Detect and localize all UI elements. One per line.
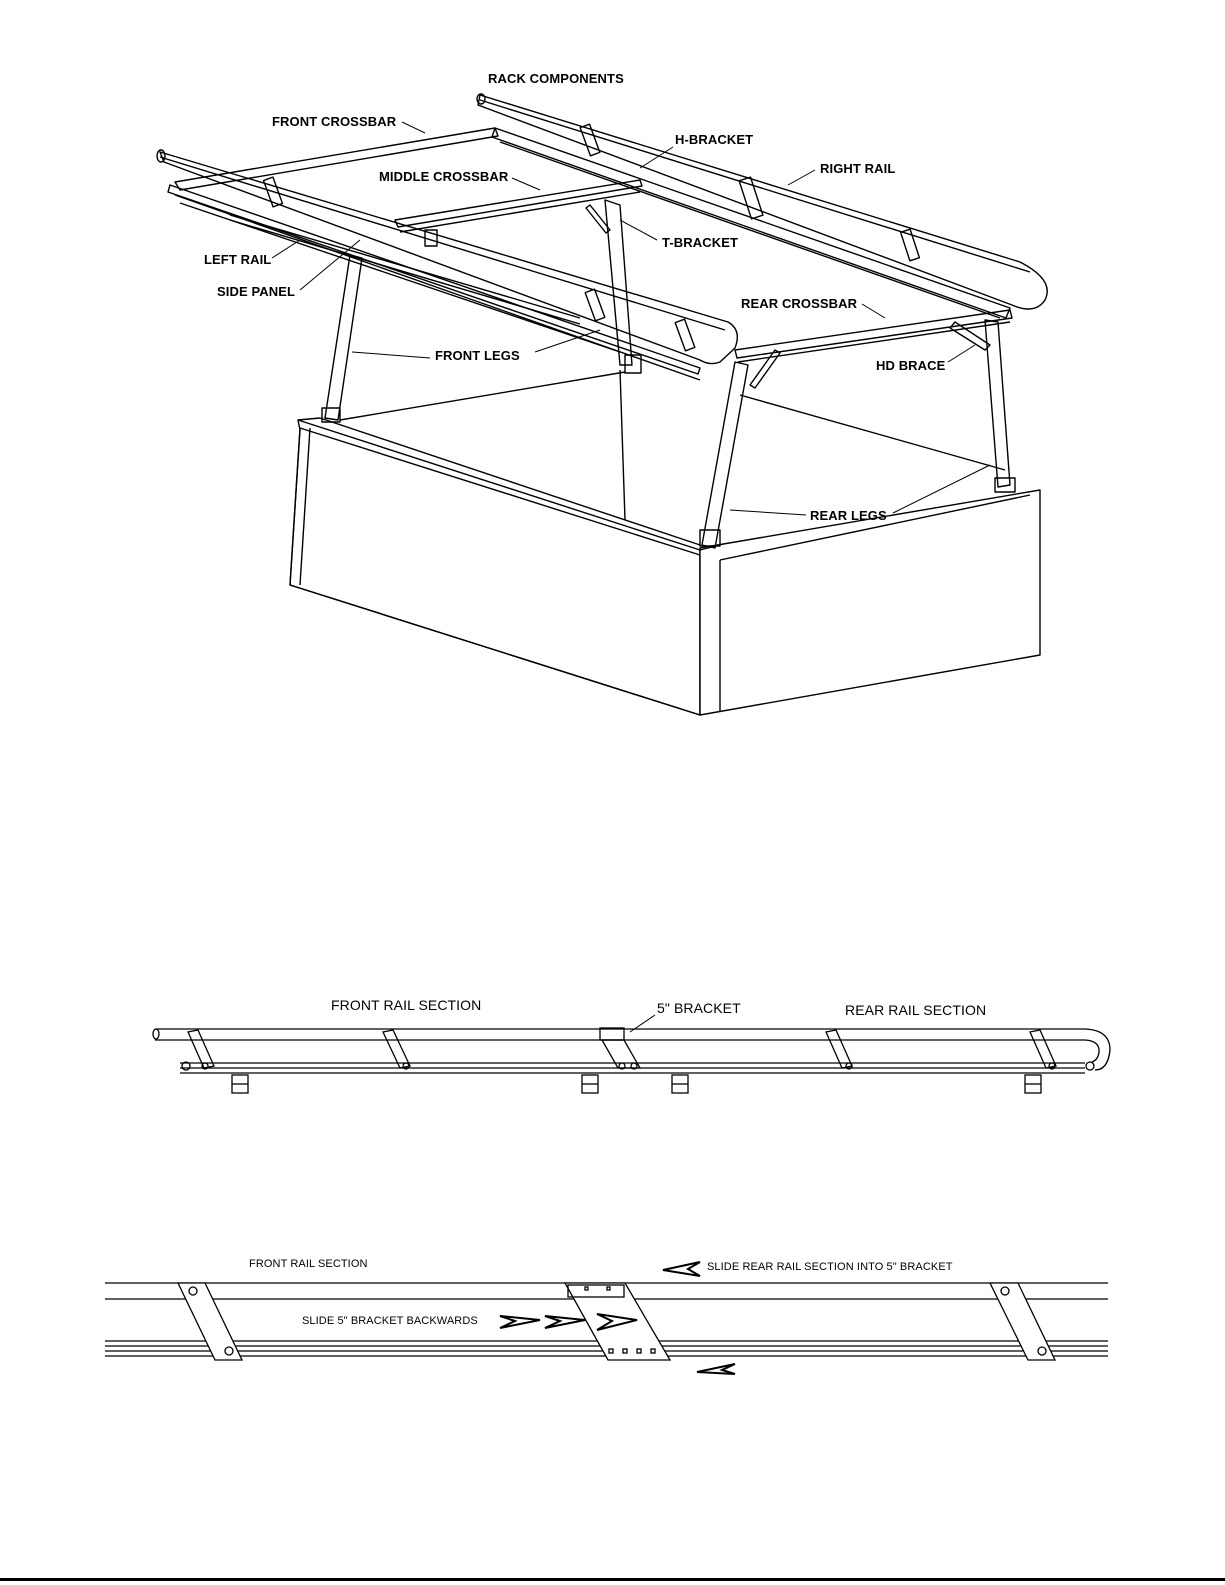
label-middle-crossbar: MIDDLE CROSSBAR [379,169,509,184]
label-rear-crossbar: REAR CROSSBAR [741,296,858,311]
truck-bed-rear-wall [700,490,1040,715]
label-h-bracket: H-BRACKET [675,132,754,147]
label-front-rail-section-fig2: FRONT RAIL SECTION [331,997,482,1013]
rack-components-title: RACK COMPONENTS [488,71,624,86]
label-rear-rail-section-fig2: REAR RAIL SECTION [845,1002,987,1018]
label-slide-rear-rail: SLIDE REAR RAIL SECTION INTO 5" BRACKET [707,1261,953,1273]
rack-components-drawing [0,0,1225,760]
right-rail-tube [478,95,1047,309]
slide-detail-drawing [0,1260,1225,1400]
rear-leg-right [985,320,1010,487]
arrow-slide-rear-icon [663,1262,700,1276]
label-5in-bracket-fig2: 5" BRACKET [657,1000,741,1016]
arrow-bottom-left-icon [697,1364,735,1374]
front-leg-left [325,255,362,420]
label-side-panel: SIDE PANEL [217,284,296,299]
five-inch-bracket [600,1028,624,1040]
label-t-bracket: T-BRACKET [662,235,739,250]
rear-leg-left [702,362,748,548]
rail-sections-drawing [0,990,1225,1110]
label-rear-legs: REAR LEGS [810,508,887,523]
label-hd-brace: HD BRACE [876,358,946,373]
label-right-rail: RIGHT RAIL [820,161,896,176]
truck-bed-left-wall [290,420,700,715]
label-slide-bracket-backwards: SLIDE 5" BRACKET BACKWARDS [302,1315,478,1327]
page-bottom-rule [0,1578,1225,1581]
label-front-crossbar: FRONT CROSSBAR [272,114,397,129]
label-front-rail-section-fig3: FRONT RAIL SECTION [249,1258,368,1270]
label-front-legs: FRONT LEGS [435,348,520,363]
label-left-rail: LEFT RAIL [204,252,272,267]
